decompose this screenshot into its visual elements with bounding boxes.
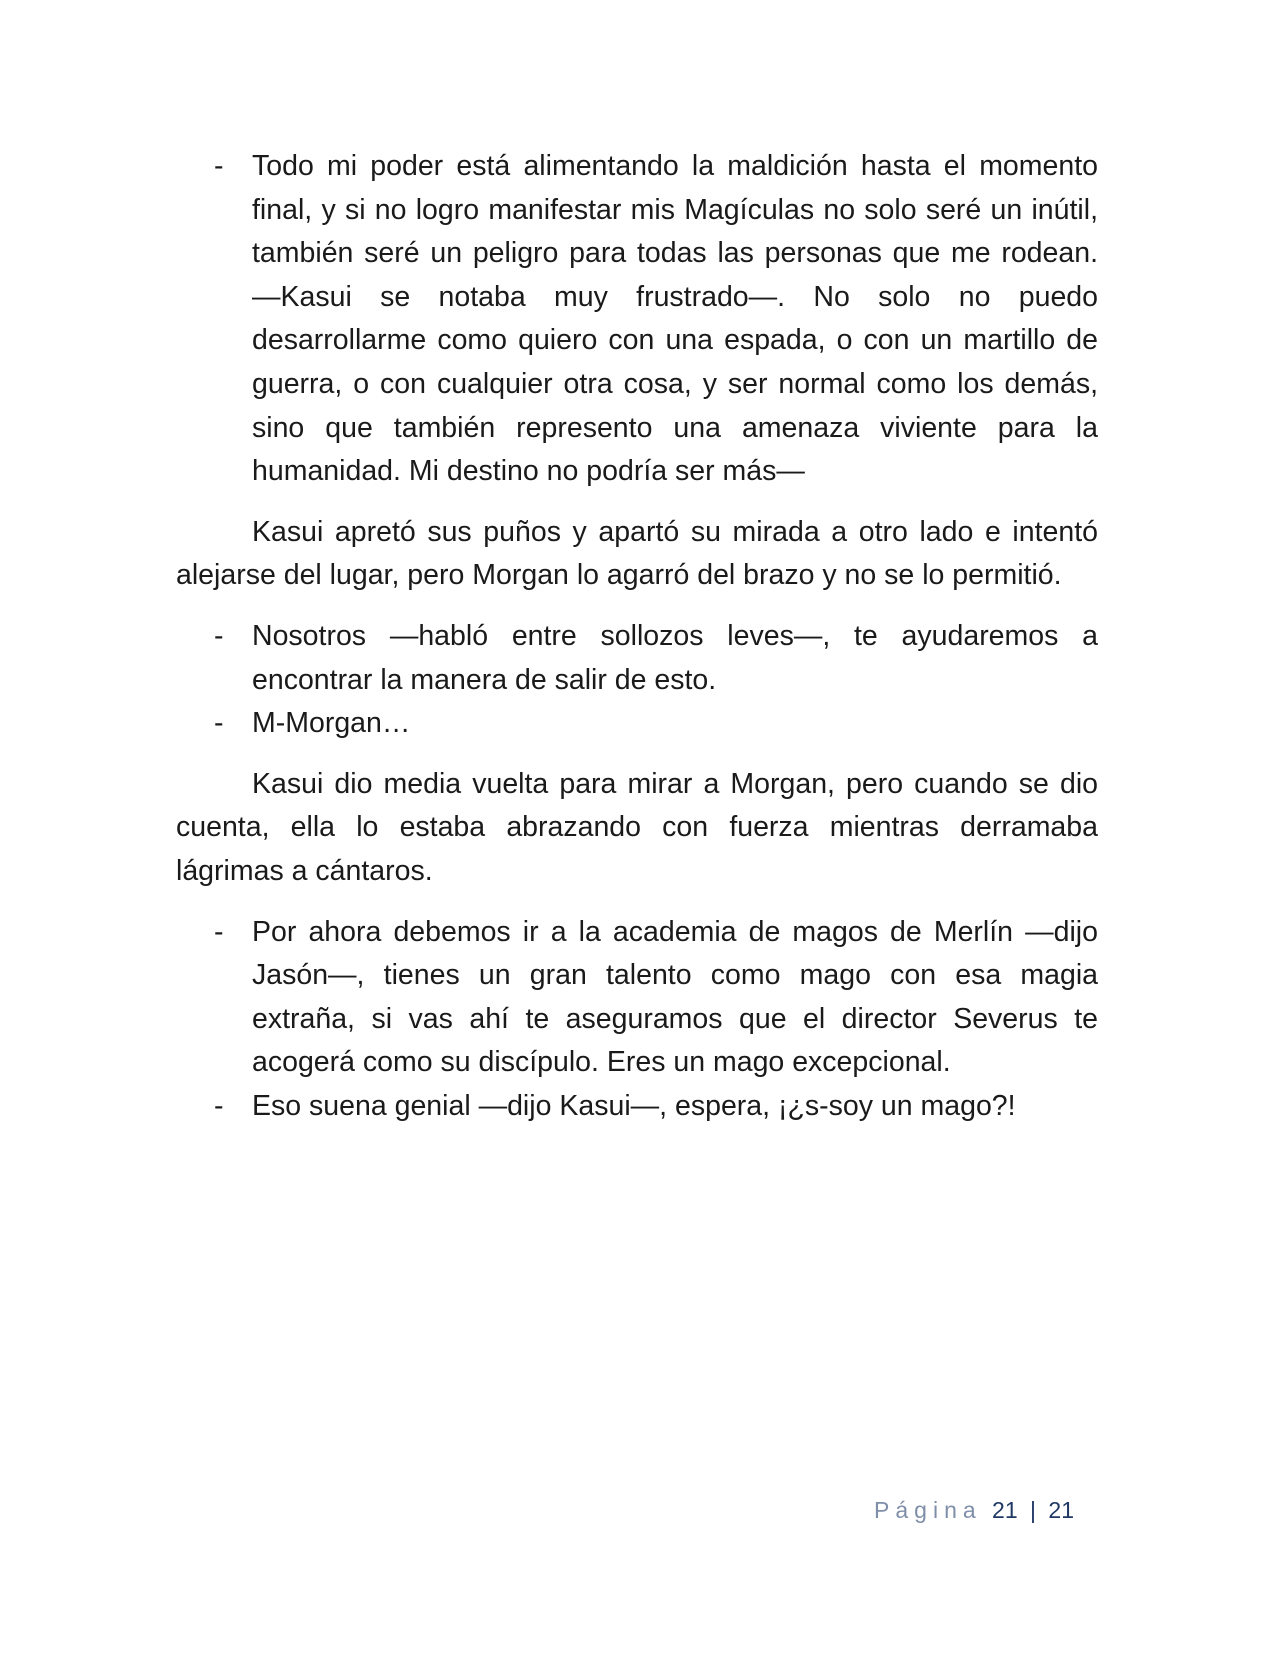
- footer-label: Página: [874, 1497, 982, 1523]
- page-footer: [874, 1497, 1074, 1524]
- dialogue-text: M-Morgan…: [252, 707, 411, 740]
- dialogue-dash: -: [214, 1089, 224, 1122]
- narrative-paragraph: Kasui apretó sus puños y apartó su mirada a otro lado e intentó alejarse del lugar, pero Morgan lo agarró del brazo y no se lo permitió.: [176, 515, 1098, 592]
- dialogue-text: Todo mi poder está alimentando la maldición hasta el momento final, y si no logro manifestar mis Magículas no solo seré un inútil, también seré un peligro para todas las personas que me rodean. —Kasui se notaba muy frustrado—. No solo no puedo desarrollarme como quiero con una espada, o con un martillo de guerra, o con cualquier otra cosa, y ser normal como los demás, sino que también represento una amenaza viviente para la humanidad. Mi destino no podría ser más—: [252, 150, 1098, 488]
- dialogue-dash: -: [214, 619, 224, 652]
- footer-page-number: 21: [992, 1497, 1018, 1523]
- dialogue-line: [176, 145, 1098, 494]
- dialogue-line: [176, 702, 1098, 746]
- dialogue-dash: -: [214, 150, 224, 182]
- footer-total-pages: 21: [1048, 1497, 1074, 1523]
- dialogue-text: Por ahora debemos ir a la academia de magos de Merlín —dijo Jasón—, tienes un gran talento como mago con esa magia extraña, si vas ahí te aseguramos que el director Severus te acogerá como su discípulo. Eres un mago excepcional.: [252, 915, 1098, 1079]
- dialogue-line: [176, 1085, 1098, 1129]
- dialogue-line: [176, 615, 1098, 702]
- narrative-paragraph: Kasui dio media vuelta para mirar a Morgan, pero cuando se dio cuenta, ella lo estaba abrazando con fuerza mientras derramaba lágrimas a cántaros.: [176, 767, 1098, 887]
- footer-separator: |: [1030, 1497, 1037, 1523]
- dialogue-text: Eso suena genial —dijo Kasui—, espera, ¡¿s-soy un mago?!: [252, 1089, 1016, 1122]
- page-body: [176, 145, 1098, 1128]
- dialogue-text: Nosotros —habló entre sollozos leves—, te ayudaremos a encontrar la manera de salir de esto.: [252, 619, 1098, 696]
- dialogue-dash: -: [214, 915, 224, 948]
- dialogue-line: [176, 911, 1098, 1085]
- dialogue-dash: -: [214, 707, 224, 740]
